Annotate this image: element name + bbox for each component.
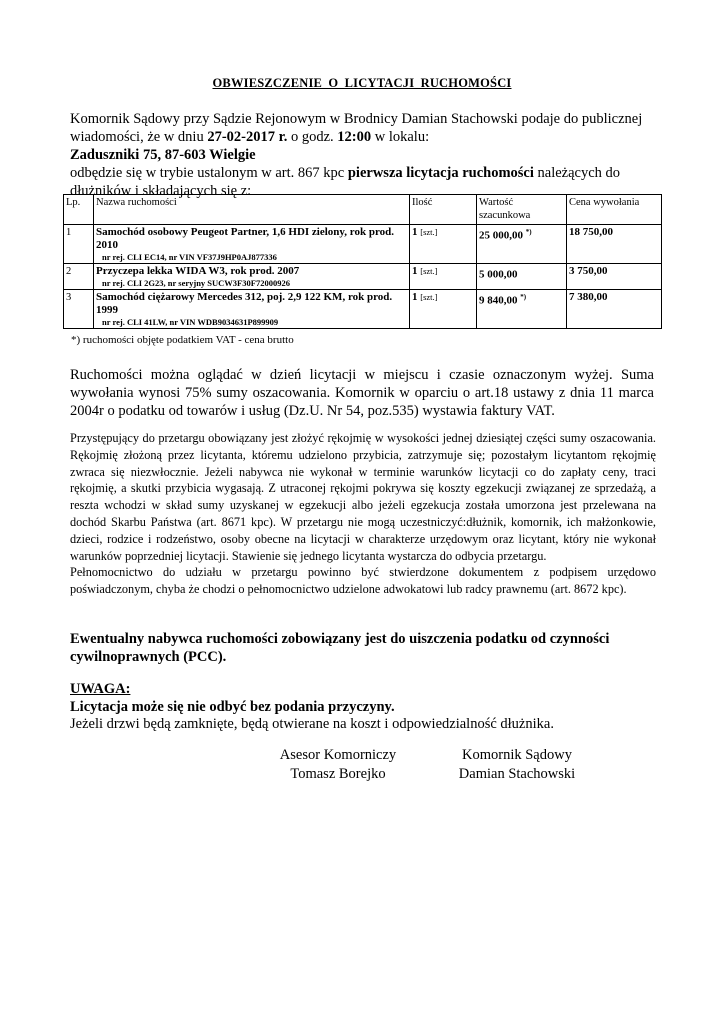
auction-time: 12:00 [337,129,372,145]
row-unit: [szt.] [420,266,438,276]
vat-footnote: *) ruchomości objęte podatkiem VAT - cena brutto [71,334,294,346]
row-registration: nr rej. CLI EC14, nr VIN VF37J9HP0AJ877336 [102,252,277,262]
table-header-row [64,195,662,225]
auction-type: pierwsza licytacja ruchomości [347,165,534,181]
row-value-mark: *) [520,293,527,301]
row-qty-cell [410,225,477,264]
warning-section [70,681,654,734]
table-row [64,264,662,290]
row-name-cell [94,264,410,290]
document-title: OBWIESZCZENIE O LICYTACJI RUCHOMOŚCI [212,76,512,90]
row-price: 18 750,00 [567,225,662,264]
viewing-paragraph: Ruchomości można oglądać w dzień licytacji w miejscu i czasie oznaczonym wyżej. Suma wywołania wynosi 75% sumy oszacowania. Komornik w oparciu o art.18 ustawy z dnia 11 marca 2004r o podatku od towarów i usług (Dz.U. Nr 54, poz.535) wystawia faktury VAT. [70,367,654,419]
header-name: Nazwa ruchomości [94,195,410,225]
row-name-cell [94,225,410,264]
signature-assessor [256,746,420,784]
row-value-mark: *) [525,228,532,236]
table-row [64,225,662,264]
intro-text-4: odbędzie się w trybie ustalonym w art. 867 kpc [70,165,348,181]
row-qty: 1 [412,265,418,277]
intro-text-2: o godz. [287,129,338,145]
warning-line-1: Licytacja może się nie odbyć bez podania przyczyny. [70,698,395,715]
row-name: Samochód osobowy Peugeot Partner, 1,6 HDI zielony, rok prod. 2010 [96,226,395,251]
row-name: Przyczepa lekka WIDA W3, rok prod. 2007 [96,265,300,277]
row-unit: [szt.] [420,227,438,237]
terms-section [70,430,656,598]
row-name-cell [94,290,410,329]
intro-text-5: należących do dłużników i składających się z: [70,165,621,199]
row-lp: 1 [64,225,94,264]
row-lp: 3 [64,290,94,329]
row-qty: 1 [412,226,418,238]
auction-date: 27-02-2017 r. [207,129,288,145]
auction-address: Zaduszniki 75, 87-603 Wielgie [70,147,256,163]
row-registration: nr rej. CLI 41LW, nr VIN WDB9034631P899909 [102,317,279,327]
row-qty-cell [410,290,477,329]
row-value-cell [477,225,567,264]
row-lp: 2 [64,264,94,290]
intro-paragraph [70,110,654,200]
table-row [64,290,662,329]
items-table [63,194,662,329]
tax-notice: Ewentualny nabywca ruchomości zobowiązany jest do uiszczenia podatku od czynności cywilnoprawnych (PCC). [70,631,610,665]
row-value: 9 840,00 [479,294,518,307]
row-qty-cell [410,264,477,290]
row-value-cell [477,290,567,329]
intro-text-3: w lokalu: [371,129,430,145]
row-value: 25 000,00 [479,229,523,242]
row-qty: 1 [412,291,418,303]
header-value: Wartość szacunkowa [477,195,567,225]
row-registration: nr rej. CLI 2G23, nr seryjny SUCW3F30F72000926 [102,278,290,288]
row-value: 5 000,00 [479,268,518,281]
power-of-attorney-paragraph: Pełnomocnictwo do udziału w przetargu powinno być stwierdzone dokumentem z podpisem urzędowo poświadczonym, chyba że chodzi o pełnomocnictwo udzielone adwokatowi lub radcy prawnemu (art. 8672 kpc). [70,565,656,597]
header-qty: Ilość [410,195,477,225]
row-name: Samochód ciężarowy Mercedes 312, poj. 2,9 122 KM, rok prod. 1999 [96,291,393,316]
signature-name: Tomasz Borejko [290,766,386,782]
header-lp: Lp. [64,195,94,225]
warning-heading: UWAGA: [70,681,131,697]
deposit-paragraph: Przystępujący do przetargu obowiązany jest złożyć rękojmię w wysokości jednej dziesiątej części sumy oszacowania. Rękojmię złożoną przez licytanta, któremu udzielono przybicia, zatrzymuje się; pozostałym licytantom rękojmię zwraca się niezwłocznie. Jeżeli nabywca nie wykonał w terminie warunków licytacji co do zapłaty ceny, traci rękojmię, a skutki przybicia wygasają. Z utraconej rękojmi pokrywa się koszty egzekucji związanej ze sprzedażą, a reszta wchodzi w skład sumy uzyskanej w egzekucji albo jeżeli egzekucja została umorzona jest przelewana na dochód Skarbu Państwa (art. 8671 kpc). W przetargu nie mogą uczestniczyć:dłużnik, komornik, ich małżonkowie, dzieci, rodzice i rodzeństwo, osoby obecne na licytacji w charakterze urzędowym oraz licytant, który nie wykonał warunków poprzedniej licytacji. Stawienie się jednego licytanta wystarcza do odbycia przetargu. [70,431,656,563]
row-value-cell [477,264,567,290]
signature-role: Komornik Sądowy [462,747,572,763]
row-price: 7 380,00 [567,290,662,329]
intro-text-1: Komornik Sądowy przy Sądzie Rejonowym w Brodnicy Damian Stachowski podaje do publicznej wiadomości, że w dniu [70,111,643,145]
signature-role: Asesor Komorniczy [279,747,397,763]
row-price: 3 750,00 [567,264,662,290]
warning-line-2: Jeżeli drzwi będą zamknięte, będą otwierane na koszt i odpowiedzialność dłużnika. [70,716,554,732]
signature-name: Damian Stachowski [458,766,576,782]
header-price: Cena wywołania [567,195,662,225]
row-unit: [szt.] [420,292,438,302]
signature-bailiff [442,746,592,784]
